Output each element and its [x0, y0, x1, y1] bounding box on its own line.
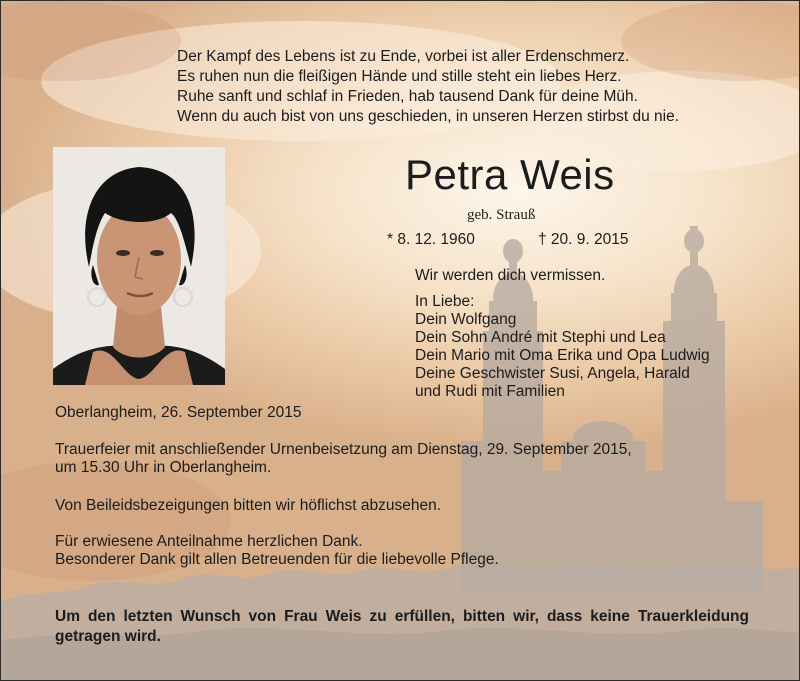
funeral-info	[55, 441, 632, 477]
poem-line: Der Kampf des Lebens ist zu Ende, vorbei ist aller Erdenschmerz.	[177, 48, 630, 65]
family-line: Deine Geschwister Susi, Angela, Harald	[415, 365, 690, 382]
place-date: Oberlangheim, 26. September 2015	[55, 404, 302, 421]
thanks-line: Besonderer Dank gilt allen Betreuenden für die liebevolle Pflege.	[55, 551, 499, 568]
poem	[177, 47, 679, 127]
portrait-photo	[53, 147, 225, 385]
maiden-name: geb. Strauß	[467, 207, 536, 223]
funeral-line: Trauerfeier mit anschließender Urnenbeisetzung am Dienstag, 29. September 2015,	[55, 441, 632, 458]
thanks-note	[55, 533, 499, 569]
poem-line: Wenn du auch bist von uns geschieden, in unseren Herzen stirbst du nie.	[177, 108, 680, 125]
deceased-name: Petra Weis	[405, 151, 615, 198]
birth-date: * 8. 12. 1960	[387, 231, 475, 248]
miss-line: Wir werden dich vermissen.	[415, 267, 606, 284]
family-line: Dein Wolfgang	[415, 311, 517, 328]
poem-line: Es ruhen nun die fleißigen Hände und stille steht ein liebes Herz.	[177, 68, 622, 85]
family-line: Dein Mario mit Oma Erika und Opa Ludwig	[415, 347, 710, 364]
poem-line: Ruhe sanft und schlaf in Frieden, hab tausend Dank für deine Müh.	[177, 88, 638, 105]
death-date: † 20. 9. 2015	[538, 231, 629, 248]
final-wish: Um den letzten Wunsch von Frau Weis zu erfüllen, bitten wir, dass keine Trauerkleidung getragen wird.	[55, 608, 749, 645]
family-line: Dein Sohn André mit Stephi und Lea	[415, 329, 666, 346]
condolences-note	[55, 497, 441, 515]
family-line: In Liebe:	[415, 293, 475, 310]
condolences-line: Von Beileidsbezeigungen bitten wir höflichst abzusehen.	[55, 497, 442, 514]
thanks-line: Für erwiesene Anteilnahme herzlichen Dank.	[55, 533, 363, 550]
family-line: und Rudi mit Familien	[415, 383, 565, 400]
family-list	[415, 293, 710, 401]
funeral-line: um 15.30 Uhr in Oberlangheim.	[55, 459, 272, 476]
